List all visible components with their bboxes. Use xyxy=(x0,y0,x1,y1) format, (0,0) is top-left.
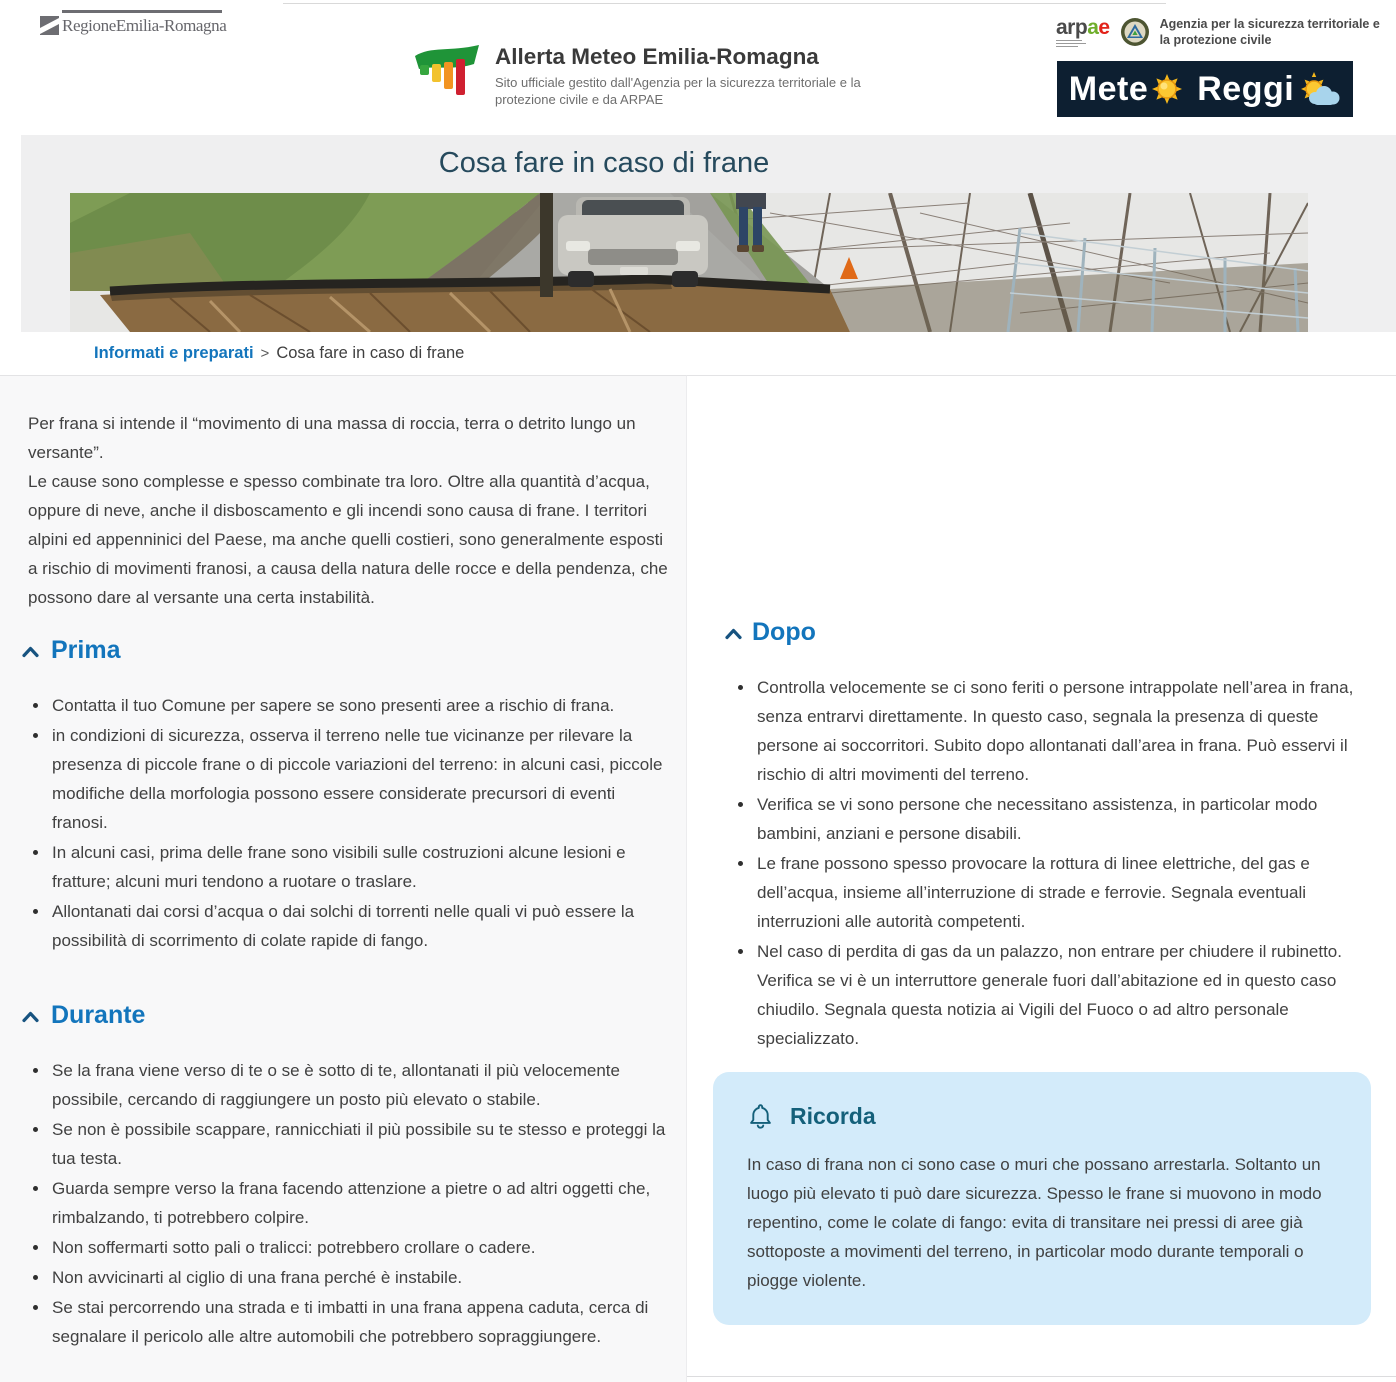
allerta-meteo-logo[interactable] xyxy=(413,42,875,109)
section-toggle-prima[interactable] xyxy=(22,636,664,665)
intro-paragraph-2: Le cause sono complesse e spesso combinate tra loro. Oltre alla quantità d’acqua, oppure di neve, anche il disboscamento e gli incendi sono causa di frane. I territori alpini ed appenninici del Paese, ma anche quelli costieri, sono generalmente esposti a rischio di movimenti franosi, a causa della natura delle rocce e della pendenza, che possono dare al versante una certa instabilità. xyxy=(28,472,668,607)
sun-behind-cloud-icon xyxy=(1297,72,1341,106)
dopo-section xyxy=(687,376,1396,1054)
meteo-banner-text-left: Mete xyxy=(1068,69,1149,108)
site-subtitle: Sito ufficiale gestito dall'Agenzia per la sicurezza territoriale e la protezione civile e da ARPAE xyxy=(495,75,861,107)
regione-logo-bar xyxy=(62,10,222,13)
list-item: • Se stai percorrendo una strada e ti imbatti in una frana appena caduta, cerca di segnalare il pericolo alle altre automobili che potrebbero sopraggiungere. xyxy=(50,1293,670,1351)
list-item: • Nel caso di perdita di gas da un palazzo, non entrare per chiudere il rubinetto. Verifica se vi è un interruttore generale fuori dall’abitazione ed in questo caso chiudilo. Segnala questa notizia ai Vigili del Fuoco o ad altro personale specializzato. xyxy=(755,937,1363,1053)
chevron-up-icon xyxy=(22,646,39,658)
page-title: Cosa fare in caso di frane xyxy=(438,147,770,179)
intro-paragraph-1: Per frana si intende il “movimento di una massa di roccia, terra o detrito lungo un versante”. xyxy=(28,414,636,462)
right-column-bottom-divider xyxy=(687,1376,1396,1377)
list-item: • Verifica se vi sono persone che necessitano assistenza, in particolar modo bambini, anziani e persone disabili. xyxy=(755,790,1363,848)
right-column xyxy=(686,375,1396,1382)
arpae-logo: arpae xyxy=(1056,17,1110,47)
chevron-up-icon xyxy=(22,1011,39,1023)
ricorda-text: In caso di frana non ci sono case o muri che possano arrestarla. Soltanto un luogo più elevato ti può dare sicurezza. Spesso le frane si muovono in modo repentino, come le colate di fango: evita di transitare nei pressi di aree già sottoposte a movimenti del terreno, in particolar modo durante temporali o piogge violente. xyxy=(747,1155,1322,1290)
header-divider xyxy=(283,3,1166,4)
breadcrumb-parent-link[interactable]: Informati e preparati xyxy=(94,344,254,362)
list-item: • Le frane possono spesso provocare la rottura di linee elettriche, del gas e dell’acqua, insieme all’interruzione di strade e ferrovie. Segnala eventuali interruzioni alle autorità competenti. xyxy=(755,849,1363,936)
list-item: • Se non è possibile scappare, rannicchiati il più possibile su te stesso e proteggi la tua testa. xyxy=(50,1115,670,1173)
landslide-banner-image xyxy=(70,193,1308,332)
agency-name: Agenzia per la sicurezza territoriale e la protezione civile xyxy=(1159,17,1380,48)
meteo-banner-text-right: Reggi xyxy=(1197,69,1295,108)
list-item: • Allontanati dai corsi d’acqua o dai solchi di torrenti nelle quali vi può essere la possibilità di scorrimento di colate rapide di fango. xyxy=(50,897,670,955)
durante-list xyxy=(28,1056,670,1351)
list-item: • Controlla velocemente se ci sono feriti o persone intrappolate nell’area in frana, senza entrarvi direttamente. In questo caso, segnala la presenza di queste persone ai soccorritori. Subito dopo allontanati dall’area in frana. Può esservi il rischio di altri movimenti del terreno. xyxy=(755,673,1363,789)
list-item: • Contatta il tuo Comune per sapere se sono presenti aree a rischio di frana. xyxy=(50,691,670,720)
allerta-meteo-flag-icon xyxy=(413,42,481,96)
intro-text xyxy=(28,409,668,612)
section-title-durante: Durante xyxy=(51,1001,146,1029)
breadcrumb xyxy=(0,332,1396,375)
list-item: • in condizioni di sicurezza, osserva il terreno nelle tue vicinanze per rilevare la presenza di piccole frane o di piccole variazioni del terreno: in alcuni casi, piccole modifiche della morfologia possono essere considerate precursori di eventi franosi. xyxy=(50,721,670,837)
section-toggle-durante[interactable] xyxy=(22,1001,664,1030)
list-item: • Guarda sempre verso la frana facendo attenzione a pietre o ad altri oggetti che, rimbalzando, ti potrebbero colpire. xyxy=(50,1174,670,1232)
breadcrumb-separator: > xyxy=(260,345,270,362)
ricorda-title: Ricorda xyxy=(790,1102,876,1129)
section-toggle-dopo[interactable] xyxy=(725,618,1363,647)
list-item: • Non soffermarti sotto pali o tralicci: potrebbero crollare o cadere. xyxy=(50,1233,670,1262)
left-column xyxy=(0,375,686,1382)
regione-emilia-romagna-logo[interactable] xyxy=(40,10,226,36)
agency-block xyxy=(1056,16,1392,49)
bell-icon xyxy=(747,1102,774,1130)
breadcrumb-current: Cosa fare in caso di frane xyxy=(276,344,465,362)
list-item: • In alcuni casi, prima delle frane sono visibili sulle costruzioni alcune lesioni e fratture; alcuni muri tendono a ruotare o traslare. xyxy=(50,838,670,896)
list-item: • Non avvicinarti al ciglio di una frana perché è instabile. xyxy=(50,1263,670,1292)
site-header xyxy=(0,0,1396,135)
prima-list xyxy=(28,691,670,955)
sun-icon xyxy=(1151,73,1183,105)
protezione-civile-badge-icon xyxy=(1120,17,1150,47)
regione-square-icon xyxy=(40,16,59,35)
meteo-reggio-banner[interactable] xyxy=(1057,61,1353,117)
main-content xyxy=(0,375,1396,1382)
arpae-logo-claim xyxy=(1056,40,1110,47)
dopo-list xyxy=(733,673,1363,1053)
list-item: • Se la frana viene verso di te o se è sotto di te, allontanati il più velocemente possibile, cercando di raggiungere un posto più elevato o stabile. xyxy=(50,1056,670,1114)
section-title-prima: Prima xyxy=(51,636,121,664)
regione-logo-text: RegioneEmilia-Romagna xyxy=(62,16,227,35)
section-title-dopo: Dopo xyxy=(752,618,816,646)
chevron-up-icon xyxy=(725,628,742,640)
ricorda-callout xyxy=(713,1072,1371,1325)
hero-band xyxy=(21,135,1396,332)
site-title: Allerta Meteo Emilia-Romagna xyxy=(495,44,819,69)
